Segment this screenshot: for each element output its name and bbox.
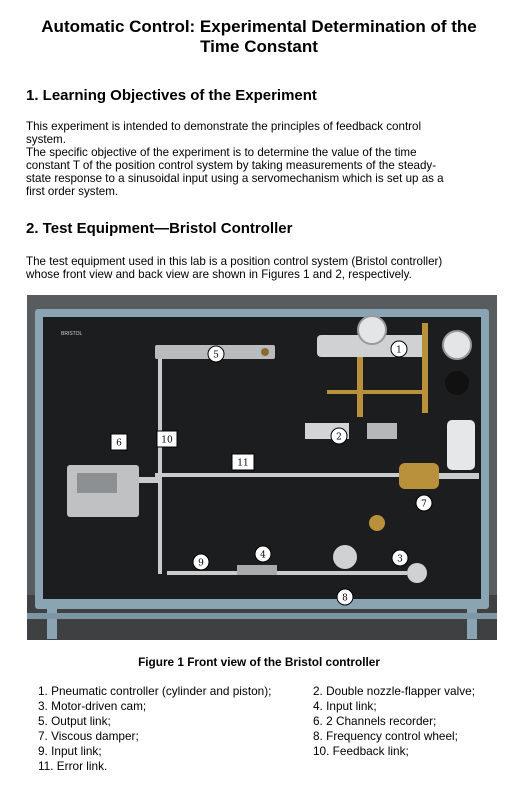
pressure-gauge-2 [443, 331, 471, 359]
legend-item: 7. Viscous damper; [38, 729, 139, 743]
legend-row [38, 699, 508, 714]
error-link-rod [155, 473, 405, 477]
input-link-rod [167, 571, 407, 575]
svg-text:11: 11 [237, 458, 249, 469]
legend-item: 1. Pneumatic controller (cylinder and piston); [38, 684, 272, 698]
marker-5 [208, 346, 224, 362]
svg-text:5: 5 [213, 350, 219, 361]
svg-text:3: 3 [397, 554, 403, 565]
legend-item: 6. 2 Channels recorder; [313, 714, 437, 728]
marker-3 [392, 550, 408, 566]
bristol-controller-photo [27, 295, 497, 640]
black-knob [445, 371, 469, 395]
legend-row [38, 714, 508, 729]
damper-cylinder [447, 420, 475, 470]
frame-bar [27, 613, 497, 619]
title-line-1: Automatic Control: Experimental Determination of the [41, 17, 477, 36]
panel-label: BRISTOL [61, 331, 83, 337]
brass-pipe-horizontal [327, 390, 427, 394]
marker-4 [255, 546, 271, 562]
section-1-heading: 1. Learning Objectives of the Experiment [26, 87, 317, 104]
viscous-damper [399, 463, 439, 489]
text-line: This experiment is intended to demonstrate the principles of feedback control [26, 120, 422, 133]
controller-illustration [27, 295, 497, 640]
frequency-control-wheel [333, 545, 357, 569]
svg-text:6: 6 [116, 438, 122, 449]
legend-item: 2. Double nozzle-flapper valve; [313, 684, 475, 698]
svg-text:1: 1 [396, 345, 402, 356]
marker-2 [331, 428, 347, 444]
brass-pipe-center [357, 357, 363, 417]
legend-row [38, 729, 508, 744]
figure-caption: Figure 1 Front view of the Bristol controller [138, 655, 380, 669]
marker-11 [232, 454, 254, 470]
section-2-heading: 2. Test Equipment—Bristol Controller [26, 220, 293, 237]
pressure-gauge-1 [358, 316, 386, 344]
recorder-window [77, 473, 117, 493]
legend-row [38, 759, 508, 774]
svg-text:9: 9 [198, 558, 204, 569]
title-line-2: Time Constant [200, 37, 318, 56]
marker-9 [193, 554, 209, 570]
legend-item: 8. Frequency control wheel; [313, 729, 458, 743]
output-link-knob [261, 348, 269, 356]
legend-item: 5. Output link; [38, 714, 111, 728]
valve-body [367, 423, 397, 439]
gear-icon [369, 515, 385, 531]
vertical-rod-left [158, 359, 162, 574]
marker-7 [416, 495, 432, 511]
svg-text:4: 4 [260, 550, 266, 561]
text-line: state response to a sinusoidal input using a servomechanism which is set up as a [26, 172, 444, 185]
marker-8 [337, 589, 353, 605]
text-line: first order system. [26, 185, 119, 198]
damper-rod [439, 473, 479, 479]
svg-text:2: 2 [336, 432, 342, 443]
document-title [20, 17, 498, 57]
text-line: The specific objective of the experiment is to determine the value of the time [26, 146, 417, 159]
legend-item: 11. Error link. [38, 759, 108, 773]
marker-1 [391, 341, 407, 357]
figure-legend [38, 684, 508, 774]
marker-6 [111, 434, 127, 450]
text-line: The test equipment used in this lab is a position control system (Bristol controller) [26, 255, 443, 268]
section-2-paragraph [26, 255, 496, 281]
svg-text:7: 7 [421, 499, 427, 510]
legend-item: 4. Input link; [313, 699, 377, 713]
text-line: constant T of the position control system by taking measurements of the steady- [26, 159, 437, 172]
legend-item: 3. Motor-driven cam; [38, 699, 147, 713]
section-1-paragraph [26, 120, 496, 198]
input-link-block [237, 565, 277, 575]
svg-text:8: 8 [342, 593, 348, 604]
marker-10 [157, 431, 177, 447]
motor-driven-cam [407, 563, 427, 583]
text-line: whose front view and back view are shown in Figures 1 and 2, respectively. [26, 268, 412, 281]
text-line: system. [26, 133, 66, 146]
recorder-link [139, 477, 159, 483]
legend-row [38, 744, 508, 759]
legend-item: 9. Input link; [38, 744, 102, 758]
brass-pipe-vertical [422, 323, 428, 413]
legend-row [38, 684, 508, 699]
svg-text:10: 10 [161, 435, 173, 446]
legend-item: 10. Feedback link; [313, 744, 409, 758]
